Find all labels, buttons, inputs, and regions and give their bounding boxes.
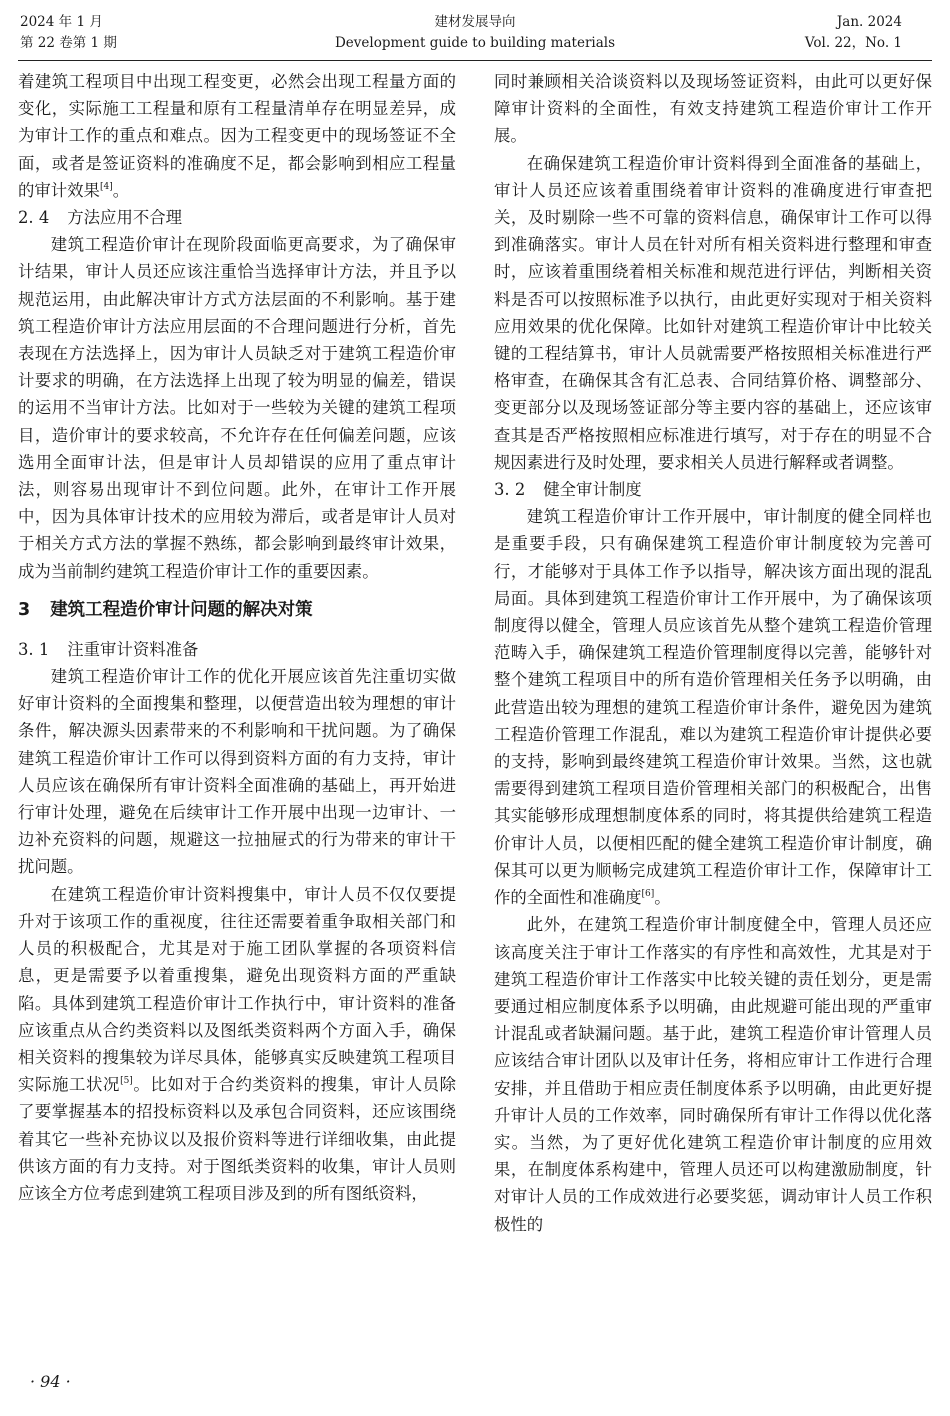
- journal-title-en: Development guide to building materials: [334, 35, 616, 51]
- citation: [4]: [99, 181, 113, 192]
- right-column: [494, 68, 932, 1238]
- paragraph: 同时兼顾相关洽谈资料以及现场签证资料，由此可以更好保障审计资料的全面性，有效支持建筑工程造价审计工作开展。: [494, 72, 932, 146]
- paragraph: 建筑工程造价审计在现阶段面临更高要求，为了确保审计结果，审计人员还应该注重恰当选择审计方法，并且予以规范运用，由此解决审计方式方法层面的不利影响。基于建筑工程造价审计方法应用层面的不合理问题进行分析，首先表现在方法选择上，因为审计人员缺乏对于建筑工程造价审计要求的明确，在方法选择上出现了较为明显的偏差，错误的运用不当审计方法。比如对于一些较为关键的建筑工程项目，造价审计的要求较高，不允许存在任何偏差问题，应该选用全面审计法，但是审计人员却错误的应用了重点审计法，则容易出现审计不到位问题。此外，在审计工作开展中，因为具体审计技术的应用较为滞后，或者是审计人员对于相关方式方法的掌握不熟练，都会影响到最终审计效果，成为当前制约建筑工程造价审计工作的重要因素。: [18, 235, 456, 581]
- citation: [6]: [641, 889, 655, 900]
- issue-date-en: Jan. 2024: [836, 14, 902, 30]
- section-heading-2-4: 2. 4 方法应用不合理: [18, 208, 183, 228]
- volume-issue: 第 22 卷第 1 期: [20, 35, 117, 51]
- paragraph: 着建筑工程项目中出现工程变更，必然会出现工程量方面的变化，实际施工工程量和原有工程量清单存在明显差异，成为审计工作的重点和难点。因为工程变更中的现场签证不全面，或者是签证资料的准确度不足，都会影响到相应工程量的审计效果[4]。: [18, 72, 456, 200]
- paragraph: 建筑工程造价审计工作开展中，审计制度的健全同样也是重要手段，只有确保建筑工程造价审计制度较为完善可行，才能够对于具体工作予以指导，解决该方面出现的混乱局面。具体到建筑工程造价审计工作开展中，为了确保该项制度得以健全，管理人员应该首先从整个建筑工程造价管理范畴入手，确保建筑工程造价管理制度得以完善，能够针对整个建筑工程项目中的所有造价管理相关任务予以明确，由此营造出较为理想的建筑工程造价审计条件，避免因为建筑工程造价管理工作混乱，难以为建筑工程造价审计提供必要的支持，影响到最终建筑工程造价审计效果。当然，这也就需要得到建筑工程项目造价管理相关部门的积极配合，出售其实能够形成理想制度体系的同时，将其提供给建筑工程造价审计人员，以便相匹配的健全建筑工程造价审计制度，确保其可以更为顺畅完成建筑工程造价审计工作，保障审计工作的全面性和准确度[6]。: [494, 507, 932, 908]
- header-right: [805, 12, 902, 54]
- paragraph: 此外，在建筑工程造价审计制度健全中，管理人员还应该高度关注于审计工作落实的有序性和高效性，尤其是对于建筑工程造价审计工作落实中比较关键的责任划分，更是需要通过相应制度体系予以明确，由此规避可能出现的严重审计混乱或者缺漏问题。基于此，建筑工程造价审计管理人员应该结合审计团队以及审计任务，将相应审计工作进行合理安排，并且借助于相应责任制度体系予以明确，由此更好提升审计人员的工作效率，同时确保所有审计工作得以优化落实。当然，为了更好优化建筑工程造价审计制度的应用效果，在制度体系构建中，管理人员还可以构建激励制度，针对审计人员的工作成效进行必要奖惩，调动审计人员工作积极性的: [494, 915, 932, 1234]
- volume-issue-en: Vol. 22，No. 1: [804, 35, 902, 51]
- section-heading-3: 3 建筑工程造价审计问题的解决对策: [18, 599, 313, 620]
- paragraph: 建筑工程造价审计工作的优化开展应该首先注重切实做好审计资料的全面搜集和整理，以便营造出较为理想的审计条件，解决源头因素带来的不利影响和干扰问题。为了确保建筑工程造价审计工作可以得到资料方面的有力支持，审计人员应该在确保所有审计资料全面准确的基础上，再开始进行审计处理，避免在后续审计工作开展中出现一边审计、一边补充资料的问题，规避这一拉抽屉式的行为带来的审计干扰问题。: [18, 667, 456, 877]
- paragraph: 在确保建筑工程造价审计资料得到全面准备的基础上，审计人员还应该着重围绕着审计资料的准确度进行审查把关，及时剔除一些不可靠的资料信息，确保审计工作可以得到准确落实。审计人员在针对所有相关资料进行整理和审查时，应该着重围绕着相关标准和规范进行评估，判断相关资料是否可以按照标准予以执行，由此更好实现对于相关资料应用效果的优化保障。比如针对建筑工程造价审计中比较关键的工程结算书，审计人员就需要严格按照相关标准进行严格审查，在确保其含有汇总表、合同结算价格、调整部分、变更部分以及现场签证部分等主要内容的基础上，还应该审查其是否严格按照相应标准进行填写，对于存在的明显不合规因素进行及时处理，要求相关人员进行解释或者调整。: [494, 153, 932, 472]
- journal-title-cn: 建材发展导向: [434, 14, 516, 30]
- left-column: [18, 68, 456, 1207]
- page-number: · 94 ·: [30, 1372, 71, 1391]
- citation: [5]: [120, 1076, 133, 1087]
- header-rule: [18, 60, 932, 61]
- issue-date: 2024 年 1 月: [20, 14, 103, 30]
- paragraph: 在建筑工程造价审计资料搜集中，审计人员不仅仅要提升对于该项工作的重视度，往往还需要着重争取相关部门和人员的积极配合，尤其是对于施工团队掌握的各项资料信息，更是需要予以着重搜集，避免出现资料方面的严重缺陷。具体到建筑工程造价审计工作执行中，审计资料的准备应该重点从合约类资料以及图纸类资料两个方面入手，确保相关资料的搜集较为详尽具体，能够真实反映建筑工程项目实际施工状况[5]。比如对于合约类资料的搜集，审计人员除了要掌握基本的招投标资料以及承包合同资料，还应该围绕着其它一些补充协议以及报价资料等进行详细收集，由此提供该方面的有力支持。对于图纸类资料的收集，审计人员则应该全方位考虑到建筑工程项目涉及到的所有图纸资料，: [18, 884, 457, 1203]
- section-heading-3-1: 3. 1 注重审计资料准备: [18, 639, 199, 659]
- section-heading-3-2: 3. 2 健全审计制度: [494, 480, 642, 500]
